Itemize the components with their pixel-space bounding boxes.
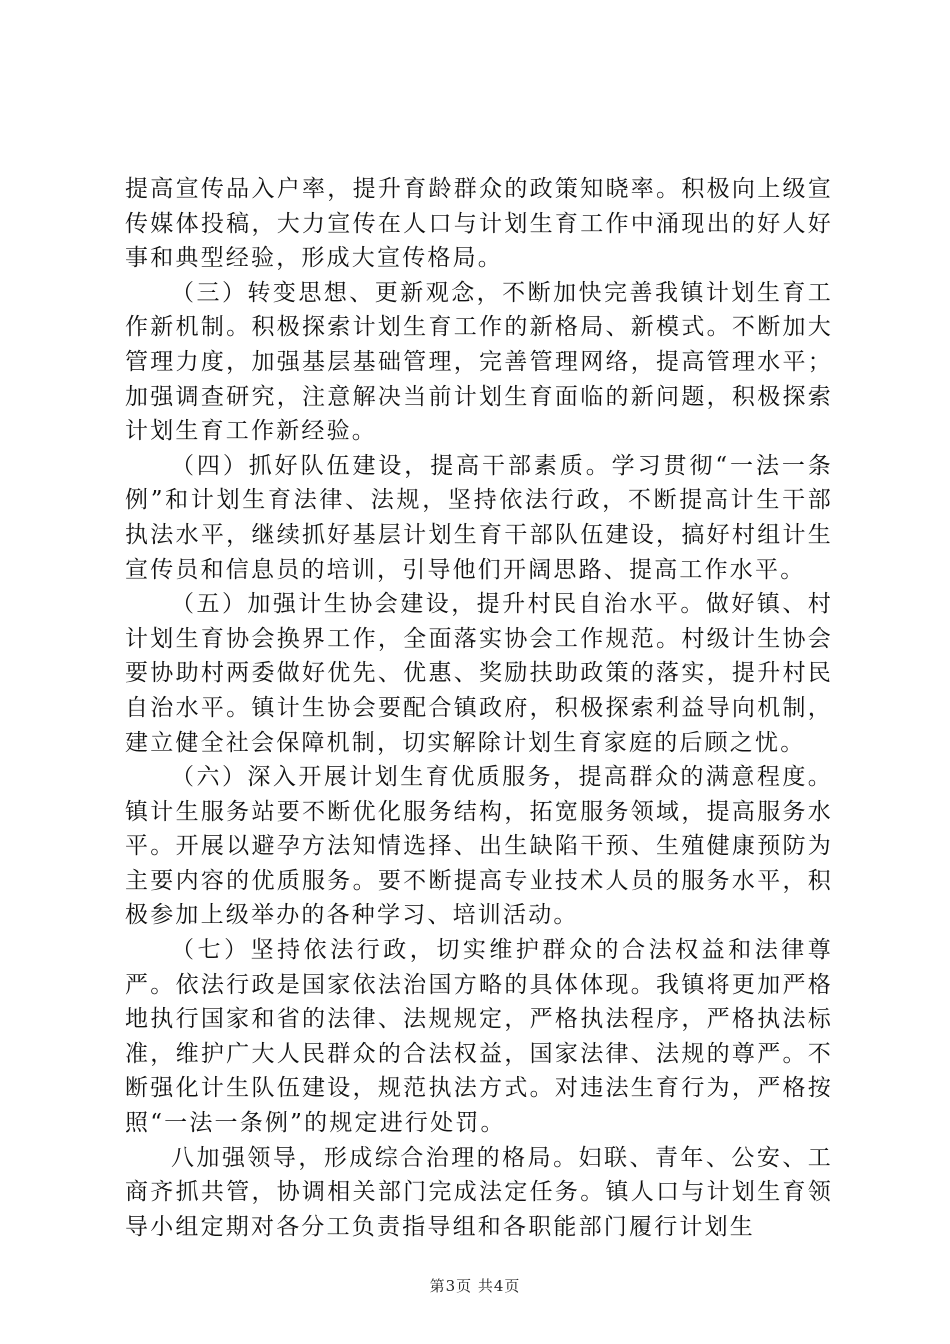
paragraph-section-5: （五）加强计生协会建设，提升村民自治水平。做好镇、村计划生育协会换界工作，全面落实协会工作规范。村级计生协会要协助村两委做好优先、优惠、奖励扶助政策的落实，提升村民自治水平。镇计生协会要配合镇政府，积极探索利益导向机制，建立健全社会保障机制，切实解除计划生育家庭的后顾之忧。	[125, 591, 833, 756]
page-number: 第3页 共4页	[429, 1277, 521, 1295]
paragraph-section-8: 八加强领导，形成综合治理的格局。妇联、青年、公安、工商齐抓共管，协调相关部门完成法定任务。镇人口与计划生育领导小组定期对各分工负责指导组和各职能部门履行计划生	[125, 1144, 833, 1240]
paragraph-section-7: （七）坚持依法行政，切实维护群众的合法权益和法律尊严。依法行政是国家依法治国方略的具体体现。我镇将更加严格地执行国家和省的法律、法规规定，严格执法程序，严格执法标准，维护广大人民群众的合法权益，国家法律、法规的尊严。不断强化计生队伍建设，规范执法方式。对违法生育行为，严格按照“一法一条例”的规定进行处罚。	[125, 937, 833, 1137]
paragraph-continuation: 提高宣传品入户率，提升育龄群众的政策知晓率。积极向上级宣传媒体投稿，大力宣传在人口与计划生育工作中涌现出的好人好事和典型经验，形成大宣传格局。	[125, 176, 833, 272]
paragraph-section-3: （三）转变思想、更新观念，不断加快完善我镇计划生育工作新机制。积极探索计划生育工作的新格局、新模式。不断加大管理力度，加强基层基础管理，完善管理网络，提高管理水平；加强调查研究，注意解决当前计划生育面临的新问题，积极探索计划生育工作新经验。	[125, 279, 833, 445]
paragraph-section-4: （四）抓好队伍建设，提高干部素质。学习贯彻“一法一条例”和计划生育法律、法规，坚持依法行政，不断提高计生干部执法水平，继续抓好基层计划生育干部队伍建设，搞好村组计生宣传员和信息员的培训，引导他们开阔思路、提高工作水平。	[125, 452, 833, 583]
page-footer	[0, 1275, 950, 1296]
paragraph-section-6: （六）深入开展计划生育优质服务，提高群众的满意程度。镇计生服务站要不断优化服务结构，拓宽服务领域，提高服务水平。开展以避孕方法知情选择、出生缺陷干预、生殖健康预防为主要内容的优质服务。要不断提高专业技术人员的服务水平，积极参加上级举办的各种学习、培训活动。	[125, 764, 833, 929]
document-body	[125, 172, 833, 1244]
